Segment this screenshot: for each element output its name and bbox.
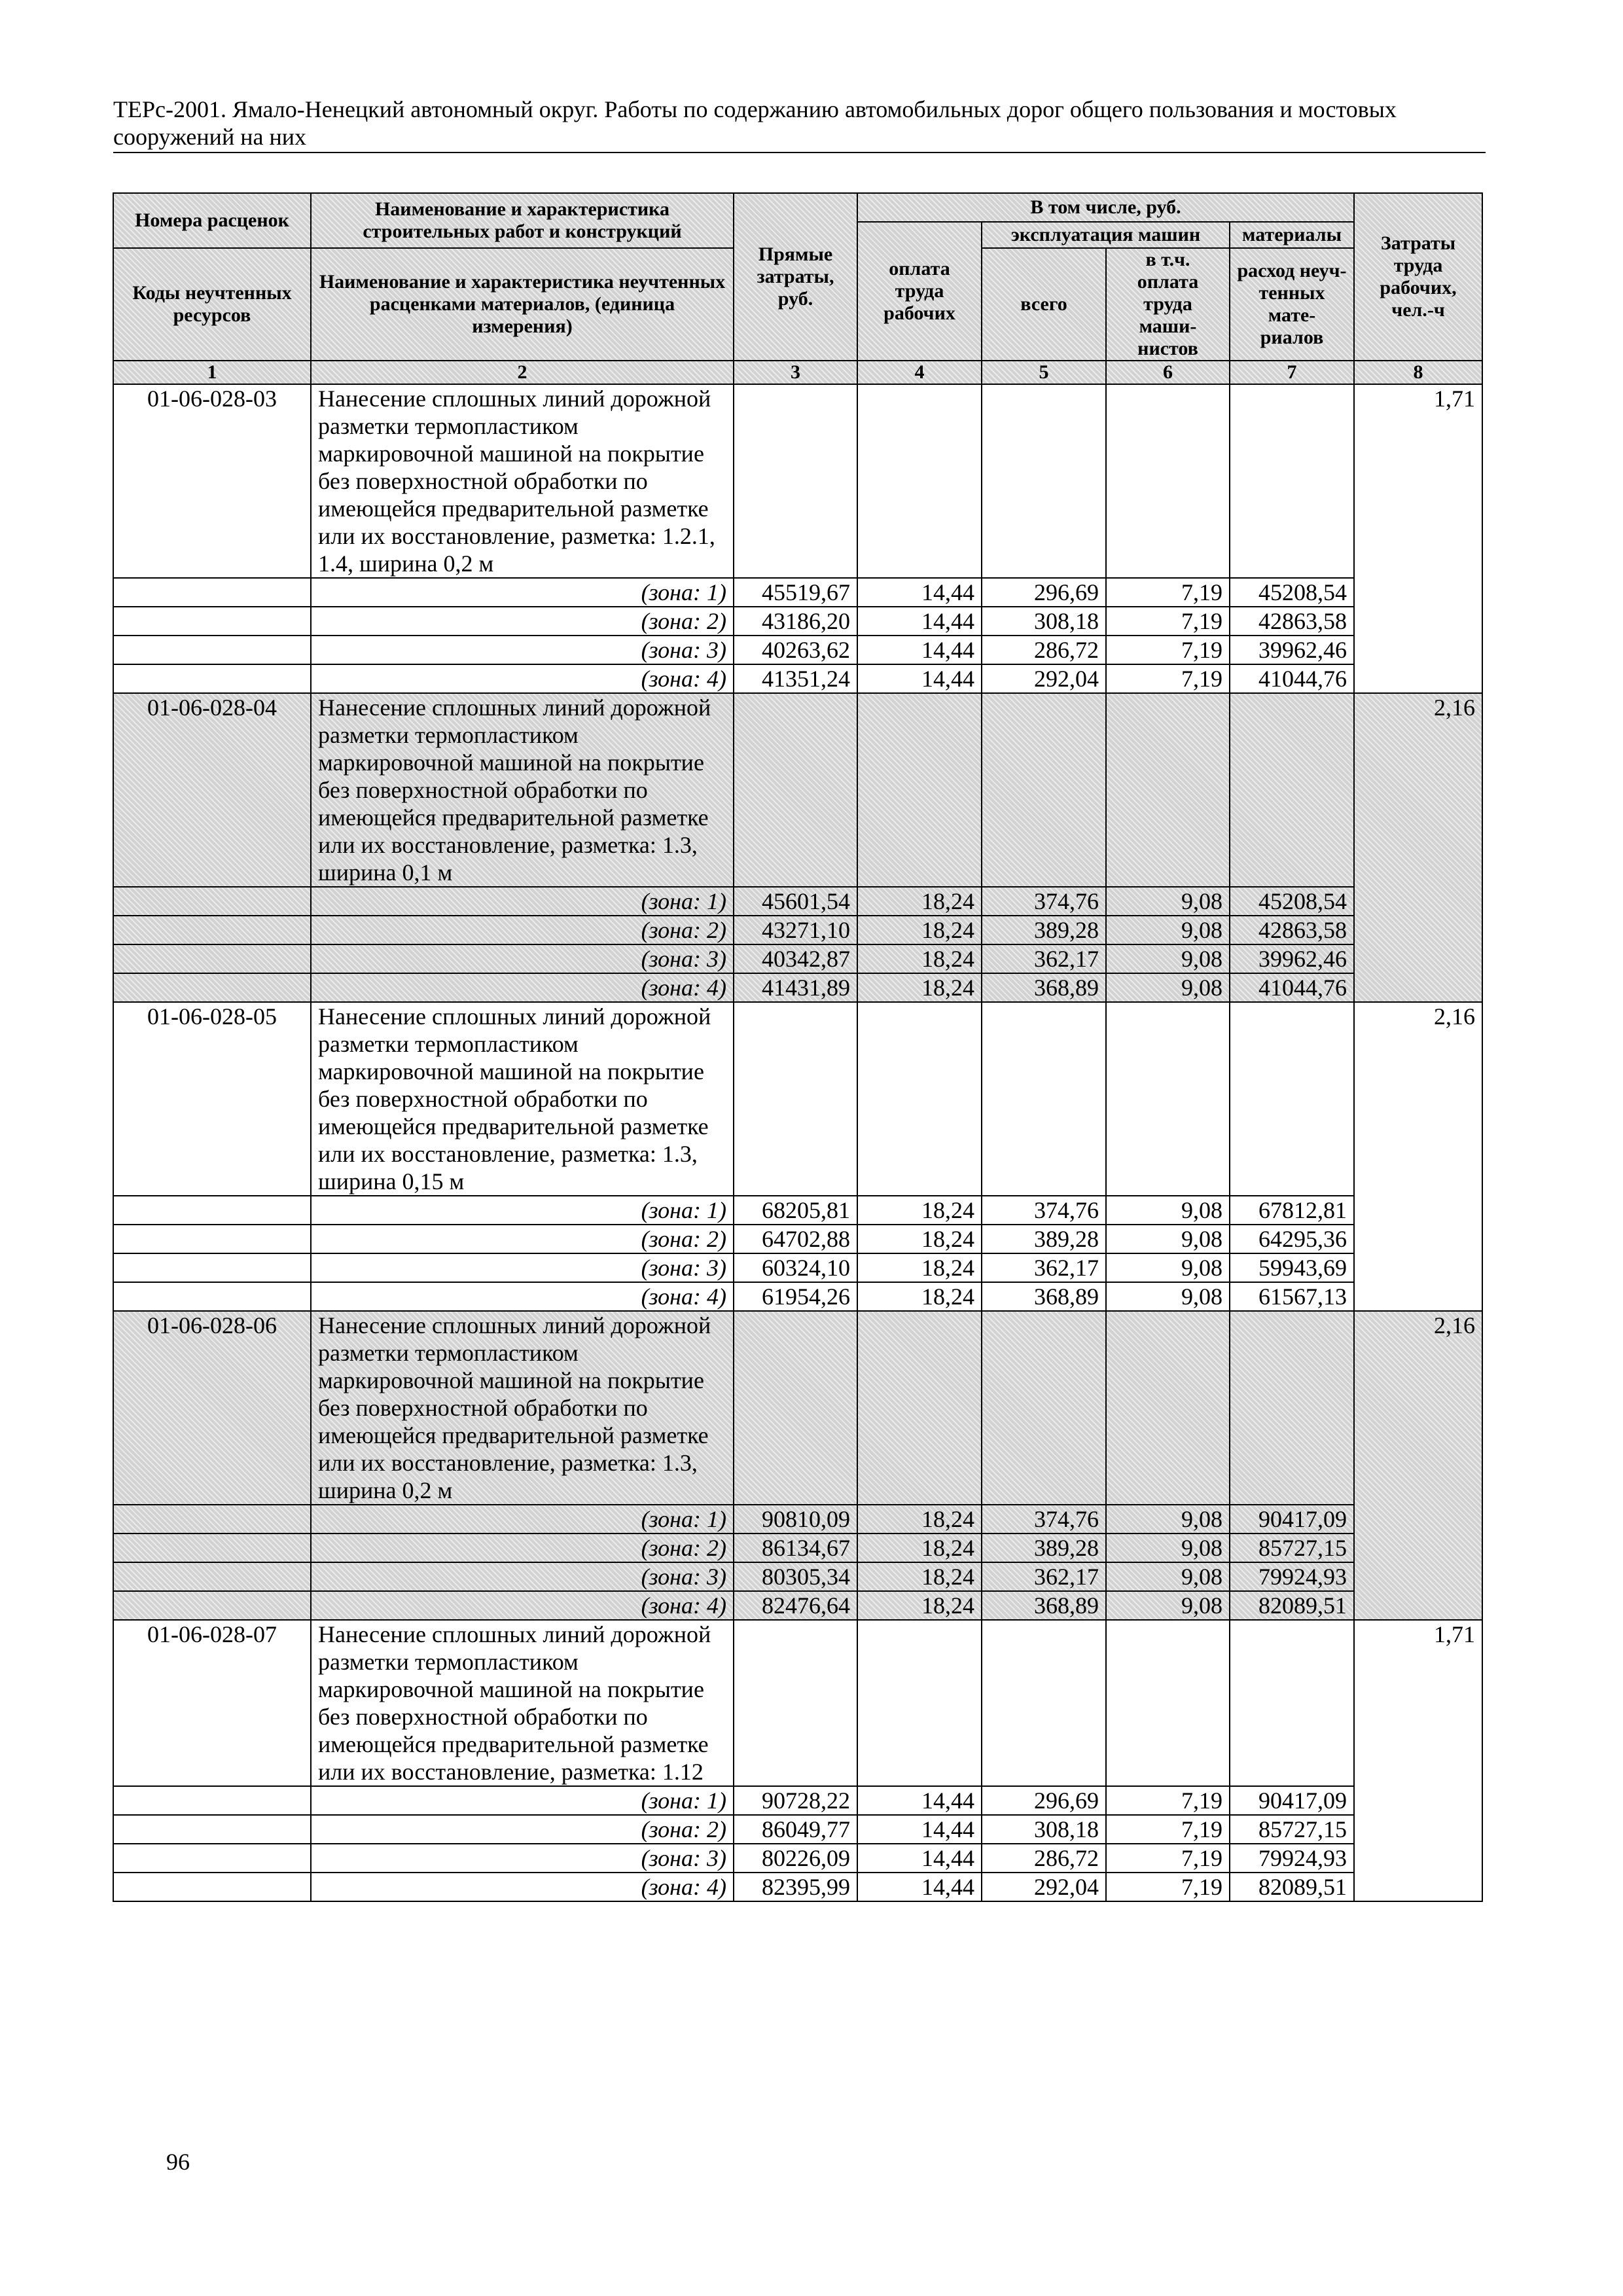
labor-pay: 18,24	[857, 973, 982, 1002]
zone-label: (зона: 4)	[311, 1591, 734, 1620]
zone-row	[113, 578, 1482, 607]
rate-description-text: Нанесение сплошных линий дорожной разметки термопластиком маркировочной машиной на покрытие без поверхностной обработки по имеющейся предварительной разметке или их восстановление, разметка: 1.3, ширина 0,1 м	[318, 694, 711, 886]
rate-row-group	[113, 1002, 1482, 1311]
header-work-name: Наименование и характеристика строительных работ и конструкций	[311, 193, 734, 248]
labor-pay: 18,24	[857, 944, 982, 973]
materials: 85727,15	[1230, 1534, 1354, 1562]
column-number: 5	[982, 361, 1106, 384]
machines-total: 292,04	[982, 664, 1106, 693]
zone-row	[113, 1253, 1482, 1282]
zone-row	[113, 1873, 1482, 1901]
direct-costs: 40263,62	[734, 636, 857, 664]
direct-costs: 43186,20	[734, 607, 857, 636]
labor-costs: 1,71	[1354, 384, 1482, 693]
zone-row	[113, 1844, 1482, 1873]
labor-pay: 14,44	[857, 578, 982, 607]
rate-description	[311, 1002, 734, 1196]
page-header: ТЕРс-2001. Ямало-Ненецкий автономный округ. Работы по содержанию автомобильных дорог общего пользования и мостовых сооружений на них	[113, 96, 1486, 153]
materials: 39962,46	[1230, 636, 1354, 664]
direct-costs: 43271,10	[734, 916, 857, 944]
machinist-pay: 9,08	[1106, 1253, 1230, 1282]
labor-pay: 18,24	[857, 1591, 982, 1620]
header-including: В том числе, руб.	[857, 193, 1354, 222]
machinist-pay: 9,08	[1106, 1196, 1230, 1225]
labor-pay: 18,24	[857, 1253, 982, 1282]
machines-total: 374,76	[982, 887, 1106, 916]
rate-code: 01-06-028-06	[113, 1311, 311, 1505]
direct-costs: 86049,77	[734, 1815, 857, 1844]
zone-label: (зона: 4)	[311, 973, 734, 1002]
rate-code: 01-06-028-07	[113, 1620, 311, 1786]
zone-row	[113, 916, 1482, 944]
rate-description-text: Нанесение сплошных линий дорожной разметки термопластиком маркировочной машиной на покрытие без поверхностной обработки по имеющейся предварительной разметке или их восстановление, разметка: 1.2.1, 1.4, ширина 0,2 м	[318, 386, 715, 577]
zone-label: (зона: 1)	[311, 1505, 734, 1534]
rate-description	[311, 384, 734, 578]
labor-pay: 18,24	[857, 1562, 982, 1591]
materials: 64295,36	[1230, 1225, 1354, 1253]
zone-row	[113, 1815, 1482, 1844]
direct-costs: 68205,81	[734, 1196, 857, 1225]
machines-total: 362,17	[982, 1562, 1106, 1591]
rate-description	[311, 1620, 734, 1786]
machinist-pay: 7,19	[1106, 664, 1230, 693]
machines-total: 389,28	[982, 1225, 1106, 1253]
zone-label: (зона: 3)	[311, 1253, 734, 1282]
machines-total: 296,69	[982, 578, 1106, 607]
machines-total: 292,04	[982, 1873, 1106, 1901]
materials: 59943,69	[1230, 1253, 1354, 1282]
rate-description	[311, 693, 734, 887]
rate-row-group	[113, 384, 1482, 693]
machines-total: 296,69	[982, 1786, 1106, 1815]
machinist-pay: 9,08	[1106, 1282, 1230, 1311]
labor-costs: 2,16	[1354, 1002, 1482, 1311]
labor-pay: 14,44	[857, 1786, 982, 1815]
zone-label: (зона: 1)	[311, 887, 734, 916]
direct-costs: 90810,09	[734, 1505, 857, 1534]
direct-costs: 61954,26	[734, 1282, 857, 1311]
direct-costs: 60324,10	[734, 1253, 857, 1282]
rate-row	[113, 1002, 1482, 1196]
direct-costs: 41351,24	[734, 664, 857, 693]
materials: 90417,09	[1230, 1786, 1354, 1815]
rate-description-text: Нанесение сплошных линий дорожной разметки термопластиком маркировочной машиной на покрытие без поверхностной обработки по имеющейся предварительной разметке или их восстановление, разметка: 1.12	[318, 1621, 711, 1785]
labor-pay: 14,44	[857, 607, 982, 636]
zone-label: (зона: 2)	[311, 1225, 734, 1253]
rate-row	[113, 1311, 1482, 1505]
labor-costs: 2,16	[1354, 693, 1482, 1002]
rate-row	[113, 384, 1482, 578]
machinist-pay: 9,08	[1106, 1225, 1230, 1253]
machinist-pay: 7,19	[1106, 1873, 1230, 1901]
column-number: 1	[113, 361, 311, 384]
direct-costs: 41431,89	[734, 973, 857, 1002]
header-machinist-pay: в т.ч. оплата труда маши-нистов	[1106, 248, 1230, 361]
rate-row-group	[113, 1620, 1482, 1901]
column-numbers-row	[113, 361, 1482, 384]
rate-row	[113, 1620, 1482, 1786]
machinist-pay: 7,19	[1106, 578, 1230, 607]
machines-total: 368,89	[982, 1282, 1106, 1311]
machines-total: 362,17	[982, 1253, 1106, 1282]
labor-pay: 18,24	[857, 1282, 982, 1311]
machinist-pay: 9,08	[1106, 1562, 1230, 1591]
materials: 45208,54	[1230, 578, 1354, 607]
rates-table	[113, 192, 1483, 1902]
materials: 45208,54	[1230, 887, 1354, 916]
materials: 90417,09	[1230, 1505, 1354, 1534]
zone-label: (зона: 2)	[311, 916, 734, 944]
labor-costs: 1,71	[1354, 1620, 1482, 1901]
direct-costs: 45519,67	[734, 578, 857, 607]
machinist-pay: 9,08	[1106, 944, 1230, 973]
labor-pay: 18,24	[857, 1196, 982, 1225]
direct-costs: 40342,87	[734, 944, 857, 973]
zone-row	[113, 1505, 1482, 1534]
materials: 85727,15	[1230, 1815, 1354, 1844]
machines-total: 374,76	[982, 1505, 1106, 1534]
direct-costs: 80305,34	[734, 1562, 857, 1591]
labor-pay: 14,44	[857, 1815, 982, 1844]
materials: 82089,51	[1230, 1873, 1354, 1901]
header-machine-operation: эксплуатация машин	[982, 222, 1230, 248]
machines-total: 389,28	[982, 1534, 1106, 1562]
column-number: 6	[1106, 361, 1230, 384]
machinist-pay: 7,19	[1106, 607, 1230, 636]
machinist-pay: 7,19	[1106, 1815, 1230, 1844]
labor-pay: 14,44	[857, 664, 982, 693]
machines-total: 286,72	[982, 636, 1106, 664]
zone-label: (зона: 3)	[311, 1562, 734, 1591]
materials: 61567,13	[1230, 1282, 1354, 1311]
labor-pay: 18,24	[857, 1505, 982, 1534]
page-number: 96	[166, 2149, 190, 2175]
machines-total: 389,28	[982, 916, 1106, 944]
labor-pay: 18,24	[857, 1534, 982, 1562]
zone-label: (зона: 4)	[311, 664, 734, 693]
materials: 41044,76	[1230, 973, 1354, 1002]
header-labor-costs: Затраты труда рабочих, чел.-ч	[1354, 193, 1482, 361]
zone-row	[113, 1591, 1482, 1620]
machinist-pay: 9,08	[1106, 887, 1230, 916]
labor-pay: 14,44	[857, 636, 982, 664]
materials: 41044,76	[1230, 664, 1354, 693]
machines-total: 308,18	[982, 1815, 1106, 1844]
rate-code: 01-06-028-05	[113, 1002, 311, 1196]
machines-total: 362,17	[982, 944, 1106, 973]
zone-row	[113, 1534, 1482, 1562]
column-number: 2	[311, 361, 734, 384]
rate-code: 01-06-028-03	[113, 384, 311, 578]
labor-costs: 2,16	[1354, 1311, 1482, 1620]
zone-label: (зона: 1)	[311, 1786, 734, 1815]
zone-label: (зона: 3)	[311, 636, 734, 664]
rate-description-text: Нанесение сплошных линий дорожной разметки термопластиком маркировочной машиной на покрытие без поверхностной обработки по имеющейся предварительной разметке или их восстановление, разметка: 1.3, ширина 0,2 м	[318, 1312, 711, 1503]
direct-costs: 82395,99	[734, 1873, 857, 1901]
zone-label: (зона: 4)	[311, 1873, 734, 1901]
direct-costs: 86134,67	[734, 1534, 857, 1562]
zone-label: (зона: 3)	[311, 1844, 734, 1873]
zone-label: (зона: 4)	[311, 1282, 734, 1311]
rate-row-group	[113, 693, 1482, 1002]
direct-costs: 80226,09	[734, 1844, 857, 1873]
direct-costs: 82476,64	[734, 1591, 857, 1620]
header-unaccounted-codes: Коды неучтенных ресурсов	[113, 248, 311, 361]
zone-label: (зона: 2)	[311, 607, 734, 636]
direct-costs: 45601,54	[734, 887, 857, 916]
materials: 67812,81	[1230, 1196, 1354, 1225]
materials: 42863,58	[1230, 607, 1354, 636]
header-unaccounted-materials-name: Наименование и характеристика неучтенных расценками материалов, (единица измерения)	[311, 248, 734, 361]
materials: 42863,58	[1230, 916, 1354, 944]
machinist-pay: 9,08	[1106, 973, 1230, 1002]
zone-row	[113, 636, 1482, 664]
rate-description	[311, 1311, 734, 1505]
machines-total: 368,89	[982, 973, 1106, 1002]
table-header	[113, 193, 1482, 384]
materials: 82089,51	[1230, 1591, 1354, 1620]
materials: 79924,93	[1230, 1844, 1354, 1873]
machinist-pay: 9,08	[1106, 1591, 1230, 1620]
rate-row-group	[113, 1311, 1482, 1620]
machinist-pay: 9,08	[1106, 916, 1230, 944]
labor-pay: 14,44	[857, 1844, 982, 1873]
zone-row	[113, 1225, 1482, 1253]
materials: 39962,46	[1230, 944, 1354, 973]
column-number: 7	[1230, 361, 1354, 384]
machinist-pay: 7,19	[1106, 636, 1230, 664]
machinist-pay: 7,19	[1106, 1844, 1230, 1873]
direct-costs: 90728,22	[734, 1786, 857, 1815]
zone-row	[113, 607, 1482, 636]
machinist-pay: 9,08	[1106, 1534, 1230, 1562]
machines-total: 308,18	[982, 607, 1106, 636]
zone-row	[113, 1562, 1482, 1591]
materials: 79924,93	[1230, 1562, 1354, 1591]
header-labor-pay: оплата труда рабочих	[857, 222, 982, 361]
machines-total: 286,72	[982, 1844, 1106, 1873]
column-number: 8	[1354, 361, 1482, 384]
zone-label: (зона: 2)	[311, 1534, 734, 1562]
zone-row	[113, 664, 1482, 693]
header-unaccounted-materials: расход неуч-тенных мате-риалов	[1230, 248, 1354, 361]
machines-total: 374,76	[982, 1196, 1106, 1225]
labor-pay: 18,24	[857, 887, 982, 916]
rate-description-text: Нанесение сплошных линий дорожной разметки термопластиком маркировочной машиной на покрытие без поверхностной обработки по имеющейся предварительной разметке или их восстановление, разметка: 1.3, ширина 0,15 м	[318, 1003, 711, 1194]
direct-costs: 64702,88	[734, 1225, 857, 1253]
machinist-pay: 9,08	[1106, 1505, 1230, 1534]
header-materials: материалы	[1230, 222, 1354, 248]
zone-row	[113, 1282, 1482, 1311]
labor-pay: 14,44	[857, 1873, 982, 1901]
zone-row	[113, 1196, 1482, 1225]
rate-row	[113, 693, 1482, 887]
column-number: 4	[857, 361, 982, 384]
zone-row	[113, 944, 1482, 973]
header-rate-numbers: Номера расценок	[113, 193, 311, 248]
labor-pay: 18,24	[857, 916, 982, 944]
labor-pay: 18,24	[857, 1225, 982, 1253]
zone-label: (зона: 3)	[311, 944, 734, 973]
zone-label: (зона: 1)	[311, 578, 734, 607]
zone-row	[113, 973, 1482, 1002]
rate-code: 01-06-028-04	[113, 693, 311, 887]
column-number: 3	[734, 361, 857, 384]
machinist-pay: 7,19	[1106, 1786, 1230, 1815]
zone-row	[113, 887, 1482, 916]
zone-row	[113, 1786, 1482, 1815]
header-machines-total: всего	[982, 248, 1106, 361]
header-direct-costs: Прямые затраты, руб.	[734, 193, 857, 361]
zone-label: (зона: 2)	[311, 1815, 734, 1844]
machines-total: 368,89	[982, 1591, 1106, 1620]
zone-label: (зона: 1)	[311, 1196, 734, 1225]
